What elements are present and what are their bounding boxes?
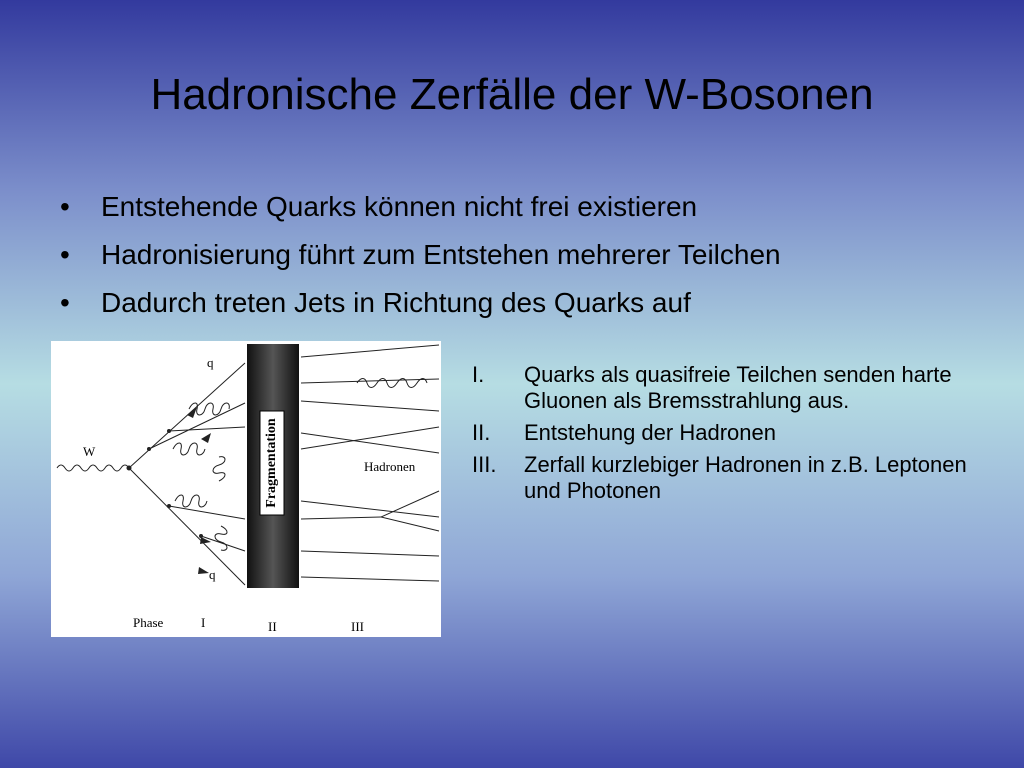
gluon-branch — [201, 536, 245, 551]
hadron-line — [301, 551, 439, 556]
hadron-line — [381, 491, 439, 517]
step-text: Zerfall kurzlebiger Hadronen in z.B. Leptonen und Photonen — [524, 452, 967, 503]
hadronization-diagram — [51, 341, 441, 637]
hadron-line — [301, 501, 439, 517]
hadron-line — [301, 577, 439, 581]
quark-line-top — [129, 363, 245, 468]
vertex-dot — [167, 429, 171, 433]
gluon-curl — [173, 443, 205, 455]
gluon-branch — [169, 427, 245, 431]
slide-title: Hadronische Zerfälle der W-Bosonen — [150, 70, 874, 119]
arrowhead — [201, 433, 211, 443]
bullet-item: • Dadurch treten Jets in Richtung des Quarks auf — [56, 284, 781, 332]
gluon-branch — [169, 506, 245, 519]
gluon-curl — [215, 526, 227, 550]
bullet-list — [56, 188, 781, 332]
phase-III-label: III — [351, 619, 364, 634]
step-number: I. — [472, 362, 485, 387]
bullet-item: • Hadronisierung führt zum Entstehen mehrerer Teilchen — [56, 236, 781, 284]
hadron-line — [301, 433, 439, 453]
phase-II-label: II — [268, 619, 277, 634]
arrowhead — [198, 567, 209, 574]
vertex-dot — [199, 534, 203, 538]
bullet-item: • Entstehende Quarks können nicht frei existieren — [56, 188, 781, 236]
quark-bottom-label: q — [209, 567, 216, 582]
steps-list — [472, 362, 992, 510]
arrowhead — [187, 407, 197, 418]
vertex-dot — [147, 447, 151, 451]
vertex-dot — [127, 466, 132, 471]
hadron-line — [301, 517, 381, 519]
hadron-line — [381, 517, 439, 531]
quark-line-bottom — [129, 468, 245, 585]
hadrons-label: Hadronen — [364, 459, 416, 474]
w-label: W — [83, 444, 96, 459]
phase-label: Phase — [133, 615, 164, 630]
diagram-svg — [51, 341, 441, 637]
gluon-curl — [213, 457, 225, 481]
gluon-curl — [175, 495, 207, 507]
quark-top-label: q — [207, 355, 214, 370]
hadron-line — [301, 401, 439, 411]
step-text: Entstehung der Hadronen — [524, 420, 776, 445]
step-number: II. — [472, 420, 491, 445]
phase-I-label: I — [201, 615, 206, 630]
step-item — [472, 420, 992, 446]
vertex-dot — [167, 504, 171, 508]
w-boson-line — [57, 465, 129, 471]
step-item — [472, 452, 992, 504]
hadron-line — [301, 427, 439, 449]
step-text: Quarks als quasifreie Teilchen senden harte Gluonen als Bremsstrahlung aus. — [524, 362, 952, 413]
step-item — [472, 362, 992, 414]
hadron-line — [301, 345, 439, 357]
step-number: III. — [472, 452, 497, 477]
fragmentation-label: Fragmentation — [264, 418, 280, 508]
